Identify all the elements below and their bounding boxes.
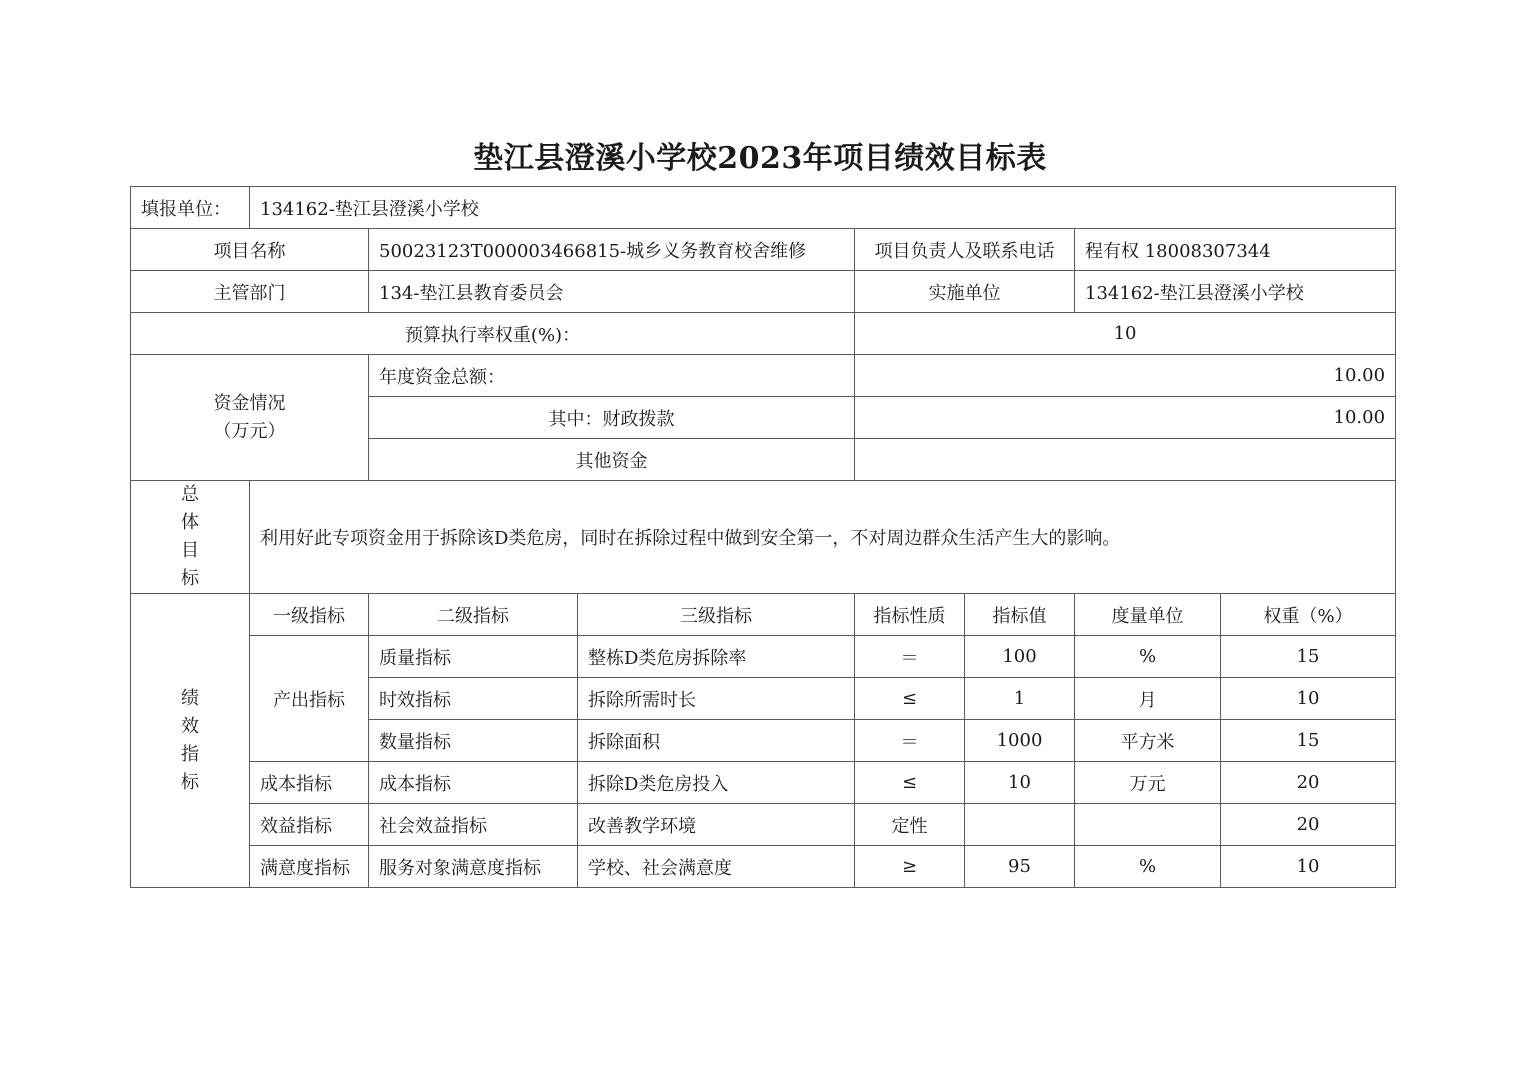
unit-cell: % <box>1075 846 1221 888</box>
level2-cell: 服务对象满意度指标 <box>369 846 578 888</box>
header-weight: 权重（%） <box>1221 594 1396 636</box>
budget-rate-row <box>131 313 1396 355</box>
level1-benefit: 效益指标 <box>250 804 369 846</box>
perf-char: 标 <box>181 771 199 793</box>
leader-value: 程有权 18008307344 <box>1075 229 1396 271</box>
level2-cell: 数量指标 <box>369 720 578 762</box>
weight-cell: 15 <box>1221 636 1396 678</box>
dept-value: 134-垫江县教育委员会 <box>369 271 855 313</box>
page-title: 垫江县澄溪小学校2023年项目绩效目标表 <box>473 141 1047 176</box>
reporting-unit-value: 134162-垫江县澄溪小学校 <box>250 187 1396 229</box>
weight-cell: 20 <box>1221 804 1396 846</box>
funds-total-label: 年度资金总额： <box>369 355 855 397</box>
funds-other-value <box>855 439 1396 481</box>
reporting-unit-row <box>131 187 1396 229</box>
impl-value: 134162-垫江县澄溪小学校 <box>1075 271 1396 313</box>
indicator-header-row <box>131 594 1396 636</box>
level3-cell: 学校、社会满意度 <box>578 846 855 888</box>
level3-cell: 拆除D类危房投入 <box>578 762 855 804</box>
overall-goal-text: 利用好此专项资金用于拆除该D类危房，同时在拆除过程中做到安全第一，不对周边群众生活产生大的影响。 <box>250 481 1396 594</box>
unit-cell: 万元 <box>1075 762 1221 804</box>
goal-char: 标 <box>181 568 199 589</box>
table-row <box>131 846 1396 888</box>
project-name-row <box>131 229 1396 271</box>
level1-cost: 成本指标 <box>250 762 369 804</box>
level3-cell: 拆除所需时长 <box>578 678 855 720</box>
goal-char: 总 <box>181 484 199 505</box>
project-name-value: 50023123T000003466815-城乡义务教育校舍维修 <box>369 229 855 271</box>
value-cell <box>965 804 1075 846</box>
table-row <box>131 636 1396 678</box>
value-cell: 95 <box>965 846 1075 888</box>
funds-label-line2: （万元） <box>213 420 286 442</box>
level3-cell: 改善教学环境 <box>578 804 855 846</box>
funds-label <box>131 355 369 481</box>
unit-cell: 平方米 <box>1075 720 1221 762</box>
nature-cell: 定性 <box>855 804 965 846</box>
perf-char: 绩 <box>181 687 199 709</box>
header-level1: 一级指标 <box>250 594 369 636</box>
unit-cell: 月 <box>1075 678 1221 720</box>
level3-cell: 整栋D类危房拆除率 <box>578 636 855 678</box>
header-value: 指标值 <box>965 594 1075 636</box>
reporting-unit-label: 填报单位： <box>131 187 250 229</box>
goal-char: 目 <box>181 540 199 561</box>
value-cell: 100 <box>965 636 1075 678</box>
perf-char: 效 <box>181 715 199 737</box>
weight-cell: 15 <box>1221 720 1396 762</box>
weight-cell: 20 <box>1221 762 1396 804</box>
level2-cell: 成本指标 <box>369 762 578 804</box>
overall-goal-row <box>131 481 1396 594</box>
nature-cell: ＝ <box>855 720 965 762</box>
level1-satisfaction: 满意度指标 <box>250 846 369 888</box>
budget-rate-value: 10 <box>855 313 1396 355</box>
header-level2: 二级指标 <box>369 594 578 636</box>
funds-fiscal-label: 其中：财政拨款 <box>369 397 855 439</box>
level1-output: 产出指标 <box>250 636 369 762</box>
nature-cell: ≤ <box>855 762 965 804</box>
performance-indicator-label <box>131 594 250 888</box>
level3-cell: 拆除面积 <box>578 720 855 762</box>
dept-label: 主管部门 <box>131 271 369 313</box>
leader-label: 项目负责人及联系电话 <box>855 229 1075 271</box>
table-row <box>131 762 1396 804</box>
weight-cell: 10 <box>1221 678 1396 720</box>
nature-cell: ≤ <box>855 678 965 720</box>
value-cell: 1 <box>965 678 1075 720</box>
header-unit: 度量单位 <box>1075 594 1221 636</box>
value-cell: 10 <box>965 762 1075 804</box>
nature-cell: ≥ <box>855 846 965 888</box>
value-cell: 1000 <box>965 720 1075 762</box>
impl-label: 实施单位 <box>855 271 1075 313</box>
unit-cell <box>1075 804 1221 846</box>
level2-cell: 社会效益指标 <box>369 804 578 846</box>
funds-other-label: 其他资金 <box>369 439 855 481</box>
dept-row <box>131 271 1396 313</box>
header-level3: 三级指标 <box>578 594 855 636</box>
budget-rate-label: 预算执行率权重(%)： <box>131 313 855 355</box>
table-row <box>131 804 1396 846</box>
perf-char: 指 <box>181 743 199 765</box>
project-name-label: 项目名称 <box>131 229 369 271</box>
goal-char: 体 <box>181 512 199 533</box>
level2-cell: 时效指标 <box>369 678 578 720</box>
funds-label-line1: 资金情况 <box>213 392 286 414</box>
performance-target-table <box>130 186 1396 888</box>
unit-cell: % <box>1075 636 1221 678</box>
weight-cell: 10 <box>1221 846 1396 888</box>
header-nature: 指标性质 <box>855 594 965 636</box>
overall-goal-label <box>131 481 250 594</box>
funds-total-row <box>131 355 1396 397</box>
funds-fiscal-value: 10.00 <box>855 397 1396 439</box>
nature-cell: ＝ <box>855 636 965 678</box>
funds-total-value: 10.00 <box>855 355 1396 397</box>
level2-cell: 质量指标 <box>369 636 578 678</box>
